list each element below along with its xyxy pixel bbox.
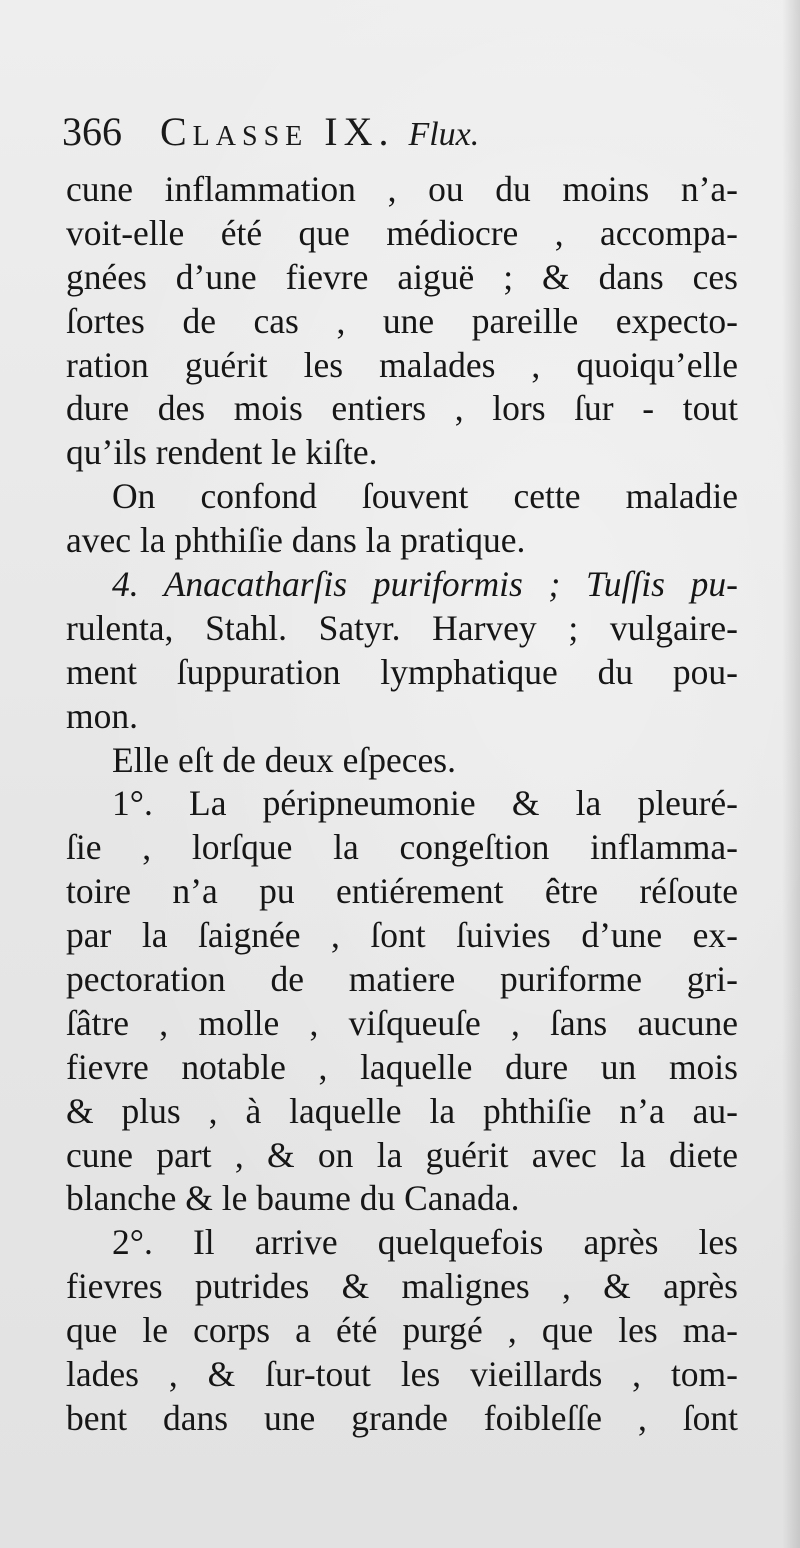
running-header <box>62 108 742 160</box>
text-line: gnées d’une fievre aiguë ; & dans ces <box>66 256 738 297</box>
text-line: On confond ſouvent cette maladie <box>112 476 738 517</box>
text-line: ſie , lorſque la congeſtion inflamma- <box>66 827 738 868</box>
text-line: cune part , & on la guérit avec la diete <box>66 1134 738 1175</box>
text-line: Elle eſt de deux eſpeces. <box>112 739 456 780</box>
text-line: par la ſaignée , ſont ſuivies d’une ex- <box>66 915 738 956</box>
text-line: dure des mois entiers , lors ſur - tout <box>66 388 738 429</box>
section-title: Flux. <box>408 116 480 153</box>
text-line: & plus , à laquelle la phthiſie n’a au- <box>66 1090 738 1131</box>
text-line: pectoration de matiere puriforme gri- <box>66 959 738 1000</box>
text-line: fievres putrides & malignes , & après <box>66 1266 738 1307</box>
text-line: lades , & ſur-tout les vieillards , tom- <box>66 1354 738 1395</box>
text-line: toire n’a pu entiérement être réſoute <box>66 871 738 912</box>
text-line: ration guérit les malades , quoiqu’elle <box>66 344 738 385</box>
text-line: fievre notable , laquelle dure un mois <box>66 1046 738 1087</box>
text-line: que le corps a été purgé , que les ma- <box>66 1310 738 1351</box>
text-line: ſortes de cas , une pareille expecto- <box>66 300 738 341</box>
text-line: 2°. Il arrive quelquefois après les <box>112 1222 738 1263</box>
text-line: avec la phthiſie dans la pratique. <box>66 520 526 561</box>
body-text <box>66 168 738 1441</box>
text-line: ſâtre , molle , viſqueuſe , ſans aucune <box>66 1002 738 1043</box>
text-line: voit-elle été que médiocre , accompa- <box>66 212 738 253</box>
text-line: rulenta, Stahl. Satyr. Harvey ; vulgaire- <box>66 607 738 648</box>
text-line: ment ſuppuration lymphatique du pou- <box>66 651 738 692</box>
text-line: blanche & le baume du Canada. <box>66 1178 520 1219</box>
text-line: cune inflammation , ou du moins n’a- <box>66 169 738 209</box>
text-line: mon. <box>66 695 138 736</box>
page-number: 366 <box>62 109 122 154</box>
text-line: 4. Anacatharſis puriformis ; Tuſſis pu- <box>112 564 738 605</box>
text-line: 1°. La péripneumonie & la pleuré- <box>112 783 738 824</box>
text-line: bent dans une grande foibleſſe , ſont <box>66 1397 738 1438</box>
text-line: qu’ils rendent le kiſte. <box>66 432 378 473</box>
class-label: Classe IX. <box>160 109 395 154</box>
